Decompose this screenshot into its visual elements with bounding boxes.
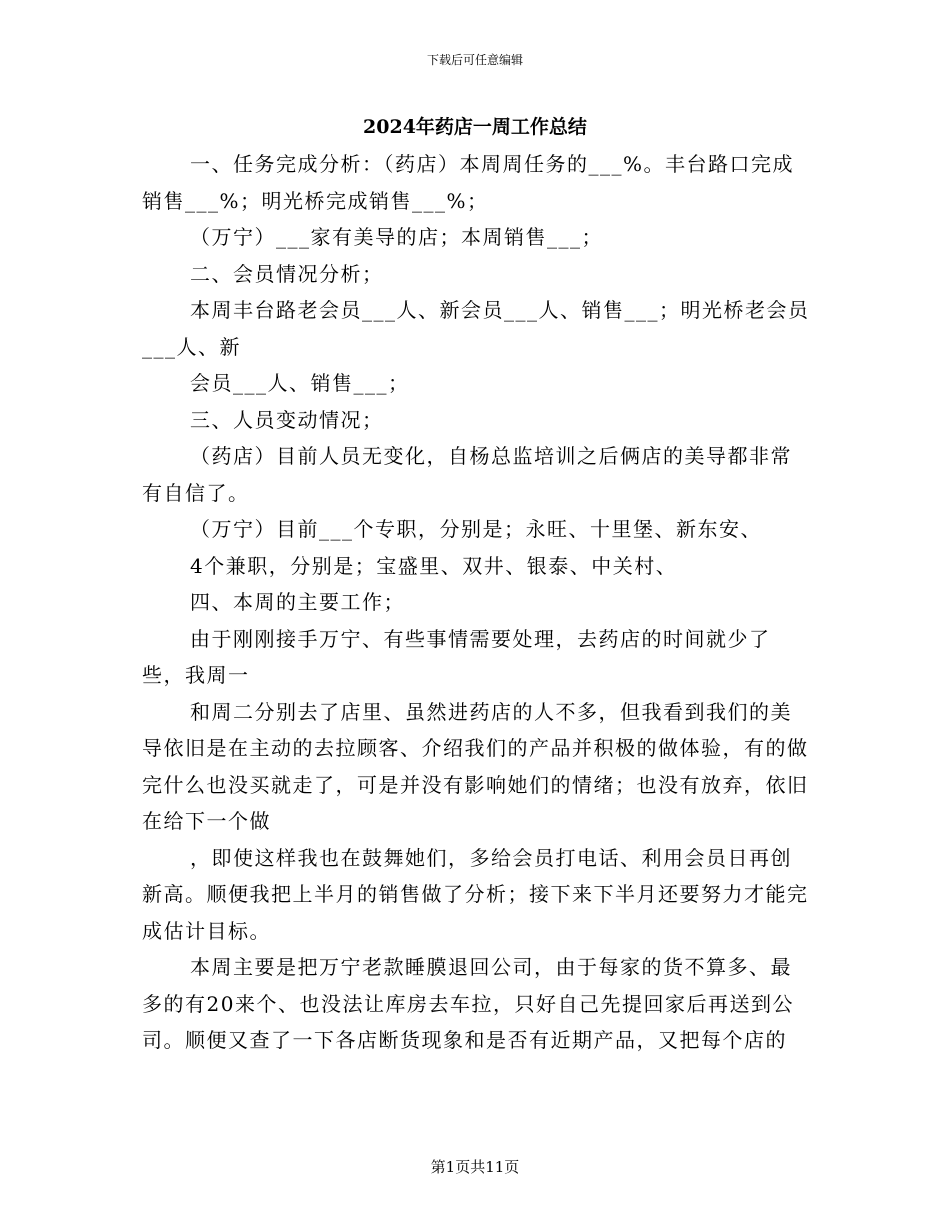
page-footer: 第1页共11页 [430,1158,520,1176]
paragraph: 一、任务完成分析：（药店）本周周任务的___%。丰台路口完成销售___%；明光桥完成销售___%； [142,152,795,213]
paragraph: 四、本周的主要工作； [190,590,405,614]
paragraph: 本周主要是把万宁老款睡膜退回公司，由于每家的货不算多、最多的有20来个、也没法让库房去车拉，只好自己先提回家后再送到公司。顺便又查了一下各店断货现象和是否有近期产品，又把每个店的 [142,955,794,1052]
paragraph: 二、会员情况分析； [190,261,384,286]
document-title: 2024年药店一周工作总结 [363,116,587,138]
paragraph: （药店）目前人员无变化，自杨总监培训之后俩店的美导都非常有自信了。 [142,444,792,505]
page-header: 下载后可任意编辑 [426,53,523,67]
paragraph: 本周丰台路老会员___人、新会员___人、销售___；明光桥老会员___人、新 [142,298,810,359]
document-body [142,146,812,1059]
paragraph: ，即使这样我也在鼓舞她们，多给会员打电话、利用会员日再创新高。顺便我把上半月的销售做了分析；接下来下半月还要努力才能完成估计目标。 [142,845,809,943]
paragraph: 4个兼职，分别是；宝盛里、双井、银泰、中关村、 [190,553,678,578]
paragraph: 三、人员变动情况； [190,407,384,432]
paragraph: 和周二分别去了店里、虽然进药店的人不多，但我看到我们的美导依旧是在主动的去拉顾客、介绍我们的产品并积极的做体验，有的做完什么也没买就走了，可是并没有影响她们的情绪；也没有放弃，依旧在给下一个做 [142,699,809,833]
paragraph: 由于刚刚接手万宁、有些事情需要处理，去药店的时间就少了些，我周一 [142,626,771,687]
paragraph: （万宁）___家有美导的店；本周销售___； [190,225,603,249]
paragraph: （万宁）目前___个专职，分别是；永旺、十里堡、新东安、 [190,517,762,541]
paragraph: 会员___人、销售___； [190,371,410,395]
